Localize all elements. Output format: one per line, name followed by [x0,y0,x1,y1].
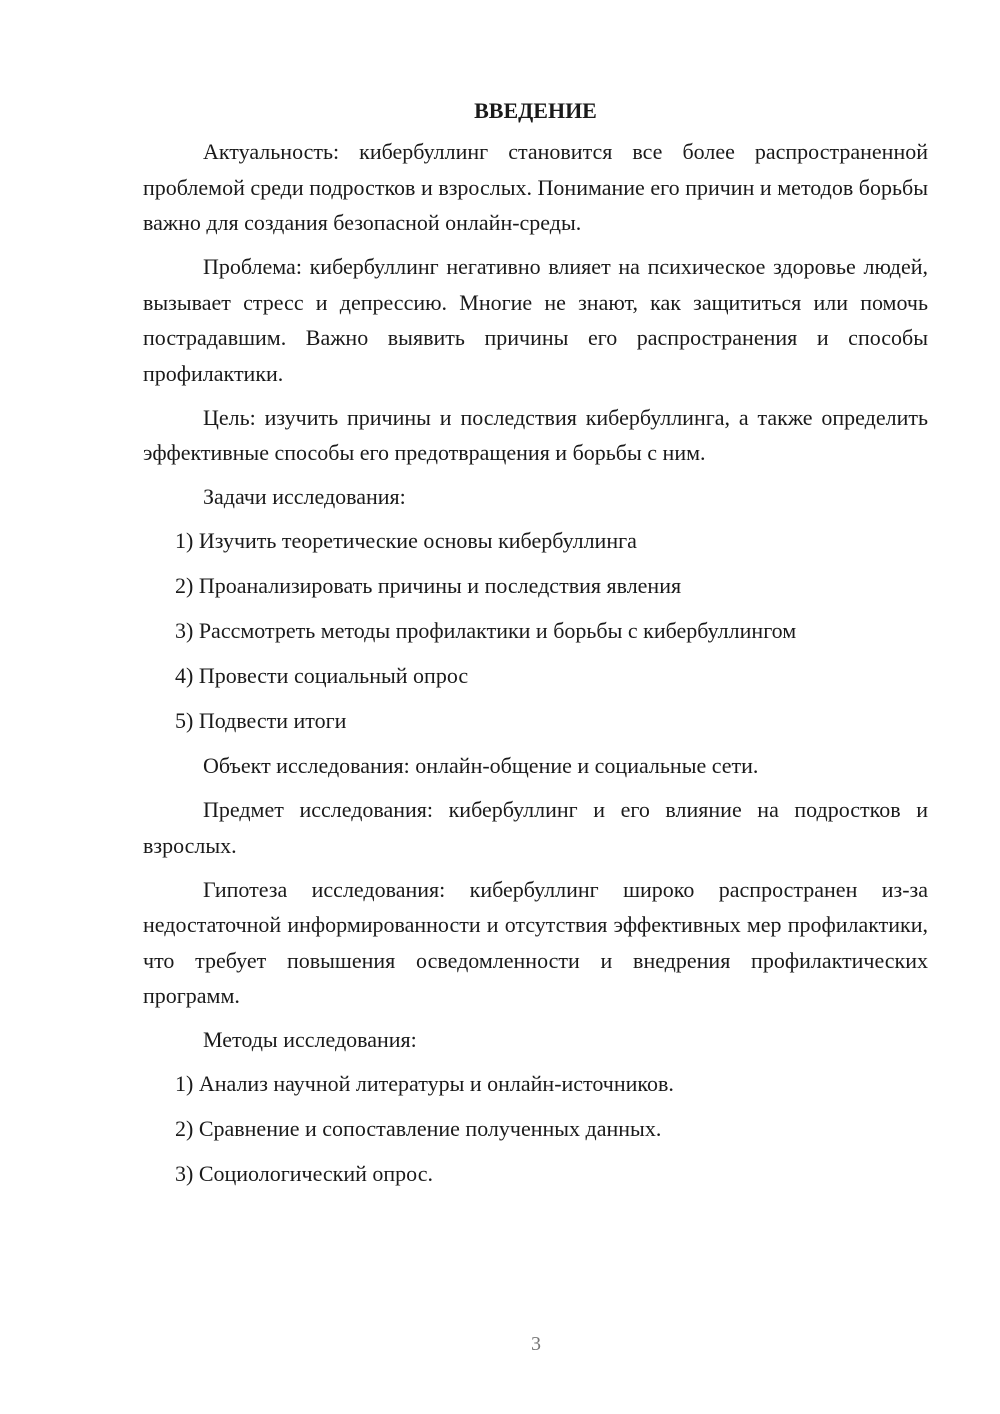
list-item: 2) Проанализировать причины и последствия явления [175,573,682,598]
hypothesis-paragraph: Гипотеза исследования: кибербуллинг широко распространен из-за недостаточной информированности и отсутствия эффективных мер профилактики, что требует повышения осведомленности и внедрения профилактических программ. [143,876,928,1008]
methods-heading: Методы исследования: [203,1027,417,1052]
problem-paragraph: Проблема: кибербуллинг негативно влияет на психическое здоровье людей, вызывает стресс и депрессию. Многие не знают, как защититься или помочь пострадавшим. Важно выявить причины его распространения и способы профилактики. [143,254,928,386]
document-page [143,96,928,1201]
goal-paragraph: Цель: изучить причины и последствия кибербуллинга, а также определить эффективные способы его предотвращения и борьбы с ним. [143,404,928,465]
list-item: 1) Изучить теоретические основы кибербуллинга [175,528,637,553]
tasks-list [143,523,928,739]
list-item: 4) Провести социальный опрос [175,663,469,688]
list-item: 1) Анализ научной литературы и онлайн-источников. [175,1071,674,1096]
list-item: 3) Рассмотреть методы профилактики и борьбы с кибербуллингом [175,618,797,643]
list-item: 3) Социологический опрос. [175,1161,433,1186]
tasks-heading: Задачи исследования: [203,484,406,509]
object-paragraph: Объект исследования: онлайн-общение и социальные сети. [203,753,759,778]
list-item: 5) Подвести итоги [175,708,347,733]
subject-paragraph: Предмет исследования: кибербуллинг и его влияние на подростков и взрослых. [143,797,928,858]
page-number: 3 [531,1333,541,1355]
methods-list [143,1066,928,1192]
list-item: 2) Сравнение и сопоставление полученных данных. [175,1116,662,1141]
page-title: ВВЕДЕНИЕ [474,98,597,123]
relevance-paragraph: Актуальность: кибербуллинг становится все более распространенной проблемой среди подростков и взрослых. Понимание его причин и методов борьбы важно для создания безопасной онлайн-среды. [143,139,928,235]
